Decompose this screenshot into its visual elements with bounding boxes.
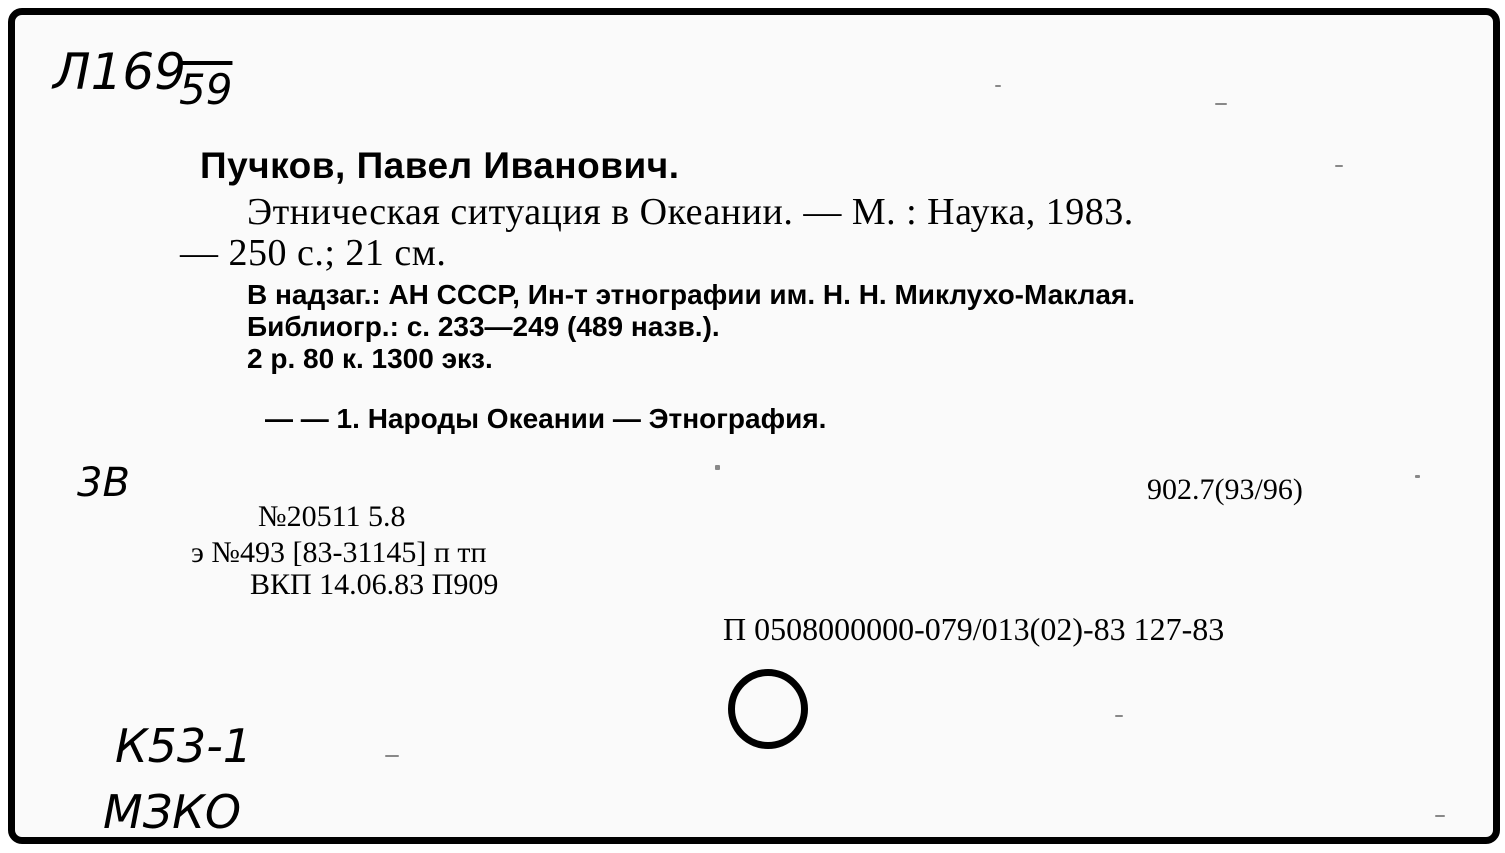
note-price: 2 р. 80 к. 1300 экз. (247, 343, 493, 374)
noise-speck (715, 465, 720, 470)
subject-tracing: — — 1. Народы Океании — Этнография. (265, 403, 827, 434)
classification-number: 902.7(93/96) (1147, 473, 1303, 506)
print-date-line: ВКП 14.06.83 П909 (250, 568, 499, 601)
punch-hole (728, 669, 808, 749)
noise-speck (1215, 103, 1227, 105)
noise-speck (995, 85, 1001, 87)
author-heading: Пучков, Павел Иванович. (200, 145, 680, 186)
note-header: В надзаг.: АН СССР, Ин-т этнографии им. Н. Н. Миклухо-Маклая. (247, 279, 1136, 310)
order-number-line: э №493 [83-31145] п тп (191, 536, 487, 569)
handwritten-call-subnumber: 59 (179, 65, 233, 114)
catalog-card (8, 8, 1500, 844)
noise-speck (385, 755, 399, 757)
note-bibliography: Библиогр.: с. 233—249 (489 назв.). (247, 311, 720, 342)
handwritten-margin-mark: 3В (77, 460, 130, 506)
noise-speck (1435, 815, 1445, 817)
noise-speck (1115, 715, 1123, 717)
handwritten-location-mark: МЗКО (103, 785, 242, 839)
noise-speck (1415, 475, 1420, 478)
title-imprint: Этническая ситуация в Океании. — М. : Наука, 1983. (247, 191, 1134, 233)
handwritten-call-number: Л169 (53, 43, 187, 101)
handwritten-shelf-mark: К53-1 (115, 719, 253, 773)
physical-extent: — 250 с.; 21 см. (180, 232, 447, 274)
publisher-code: П 0508000000-079/013(02)-83 127-83 (723, 611, 1225, 647)
registry-number-line: №20511 5.8 (258, 500, 406, 533)
noise-speck (1335, 165, 1343, 167)
